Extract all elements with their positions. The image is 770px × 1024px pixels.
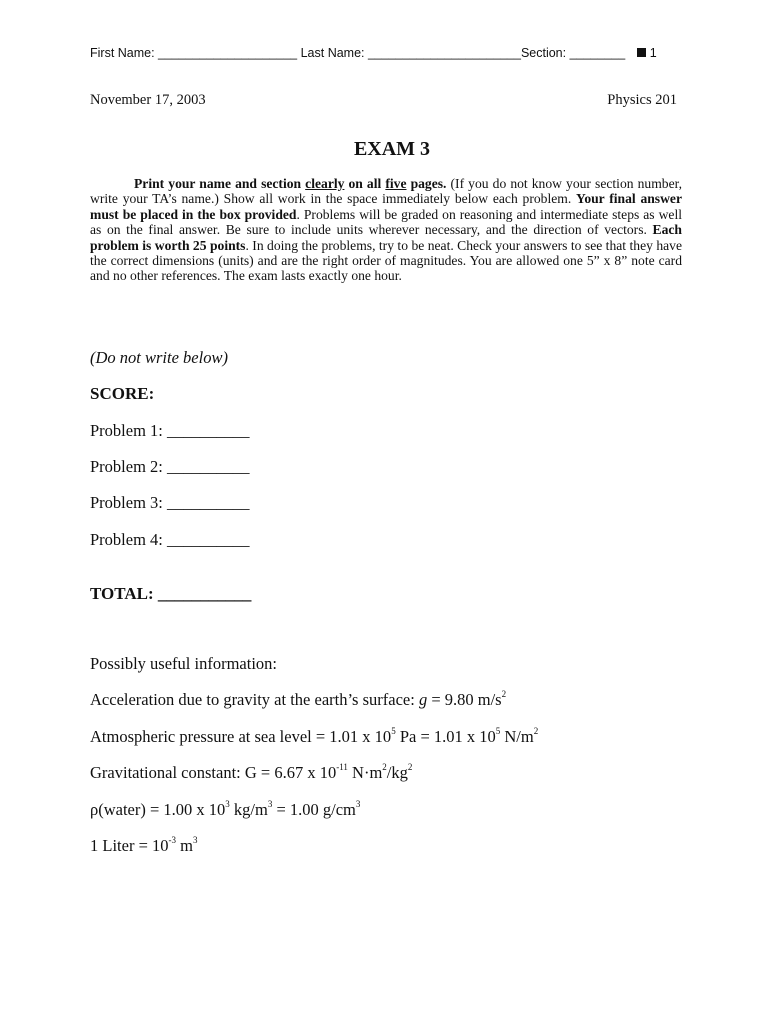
rho-exp2: 3 — [267, 799, 273, 809]
atm-exp2: 5 — [495, 726, 501, 736]
instr-bold-e: Each problem is worth 25 points — [90, 222, 682, 253]
instr-text-b: . Problems will be graded on reasoning and intermediate steps as well as on the final answer. Be sure to include units wherever necessary, and the direction of vectors. — [90, 206, 682, 238]
page-number: 1 — [649, 46, 657, 60]
gc-text-c: /kg — [386, 763, 408, 782]
course-name: Physics 201 — [607, 92, 677, 108]
atm-exp3: 2 — [533, 726, 539, 736]
instr-bold-c: pages. — [406, 176, 447, 191]
water-density-line — [90, 800, 360, 820]
atm-text-b: Pa = 1.01 x 10 — [395, 727, 496, 746]
liter-text-b: m — [176, 836, 193, 855]
atm-text-c: N/m — [500, 727, 534, 746]
gravity-exp: 2 — [501, 689, 507, 699]
problem-4-score: Problem 4: __________ — [90, 530, 250, 549]
last-name-field: Last Name: ______________________ — [300, 46, 521, 60]
instr-bold-a: Print your name and section — [134, 176, 306, 191]
do-not-write-note: (Do not write below) — [90, 348, 228, 367]
liter-text-a: 1 Liter = 10 — [90, 836, 169, 855]
instructions-paragraph — [90, 176, 682, 284]
rho-text-a: ρ(water) = 1.00 x 10 — [90, 800, 226, 819]
problem-1-score: Problem 1: __________ — [90, 421, 250, 440]
section-field: Section: ________ — [520, 46, 626, 60]
total-score: TOTAL: ___________ — [90, 584, 252, 603]
instr-clearly: clearly — [305, 176, 345, 191]
atmospheric-pressure-line — [90, 727, 538, 747]
gravity-symbol: g — [418, 690, 428, 709]
rho-exp1: 3 — [225, 799, 230, 809]
gravity-text: Acceleration due to gravity at the earth’s surface: — [90, 690, 419, 709]
rho-text-c: = 1.00 g/cm — [272, 800, 356, 819]
liter-exp: -3 — [168, 835, 176, 845]
instr-text-c: . In doing the problems, try to be neat. Check your answers to see that they have the correct dimensions (units) and are the right order of magnitudes. You are allowed one 5” x 8” note card and no other references. The exam lasts exactly one hour. — [90, 237, 682, 284]
liter-exp2: 3 — [192, 835, 198, 845]
atm-text-a: Atmospheric pressure at sea level = 1.01 x 10 — [90, 727, 392, 746]
instr-five: five — [385, 176, 407, 191]
gc-text-a: Gravitational constant: G = 6.67 x 10 — [90, 763, 337, 782]
rho-exp3: 3 — [355, 799, 361, 809]
rho-text-b: kg/m — [229, 800, 268, 819]
score-heading: SCORE: — [90, 384, 155, 403]
gravity-line — [90, 690, 506, 710]
problem-2-score: Problem 2: __________ — [90, 457, 250, 476]
instr-text-a: (If you do not know your section number, write your TA’s name.) Show all work in the space immediately below each problem. — [90, 176, 682, 207]
gravity-value: = 9.80 m/s — [427, 690, 502, 709]
gc-exp2: 2 — [382, 762, 387, 772]
useful-info-heading: Possibly useful information: — [90, 654, 277, 673]
instr-bold-d: Your final answer must be placed in the box provided — [90, 191, 682, 222]
exam-date: November 17, 2003 — [90, 92, 206, 108]
first-name-field: First Name: ____________________ — [90, 46, 298, 60]
instr-bold-b: on all — [344, 176, 386, 191]
header-line — [90, 46, 680, 60]
square-bullet-icon — [637, 48, 646, 57]
atm-exp1: 5 — [391, 726, 396, 736]
gc-exp: -11 — [336, 762, 348, 772]
gc-exp3: 2 — [407, 762, 413, 772]
gravitational-constant-line — [90, 763, 412, 783]
page-title: EXAM 3 — [353, 138, 431, 160]
liter-line — [90, 836, 197, 856]
gc-text-b: N·m — [347, 763, 383, 782]
problem-3-score: Problem 3: __________ — [90, 493, 250, 512]
